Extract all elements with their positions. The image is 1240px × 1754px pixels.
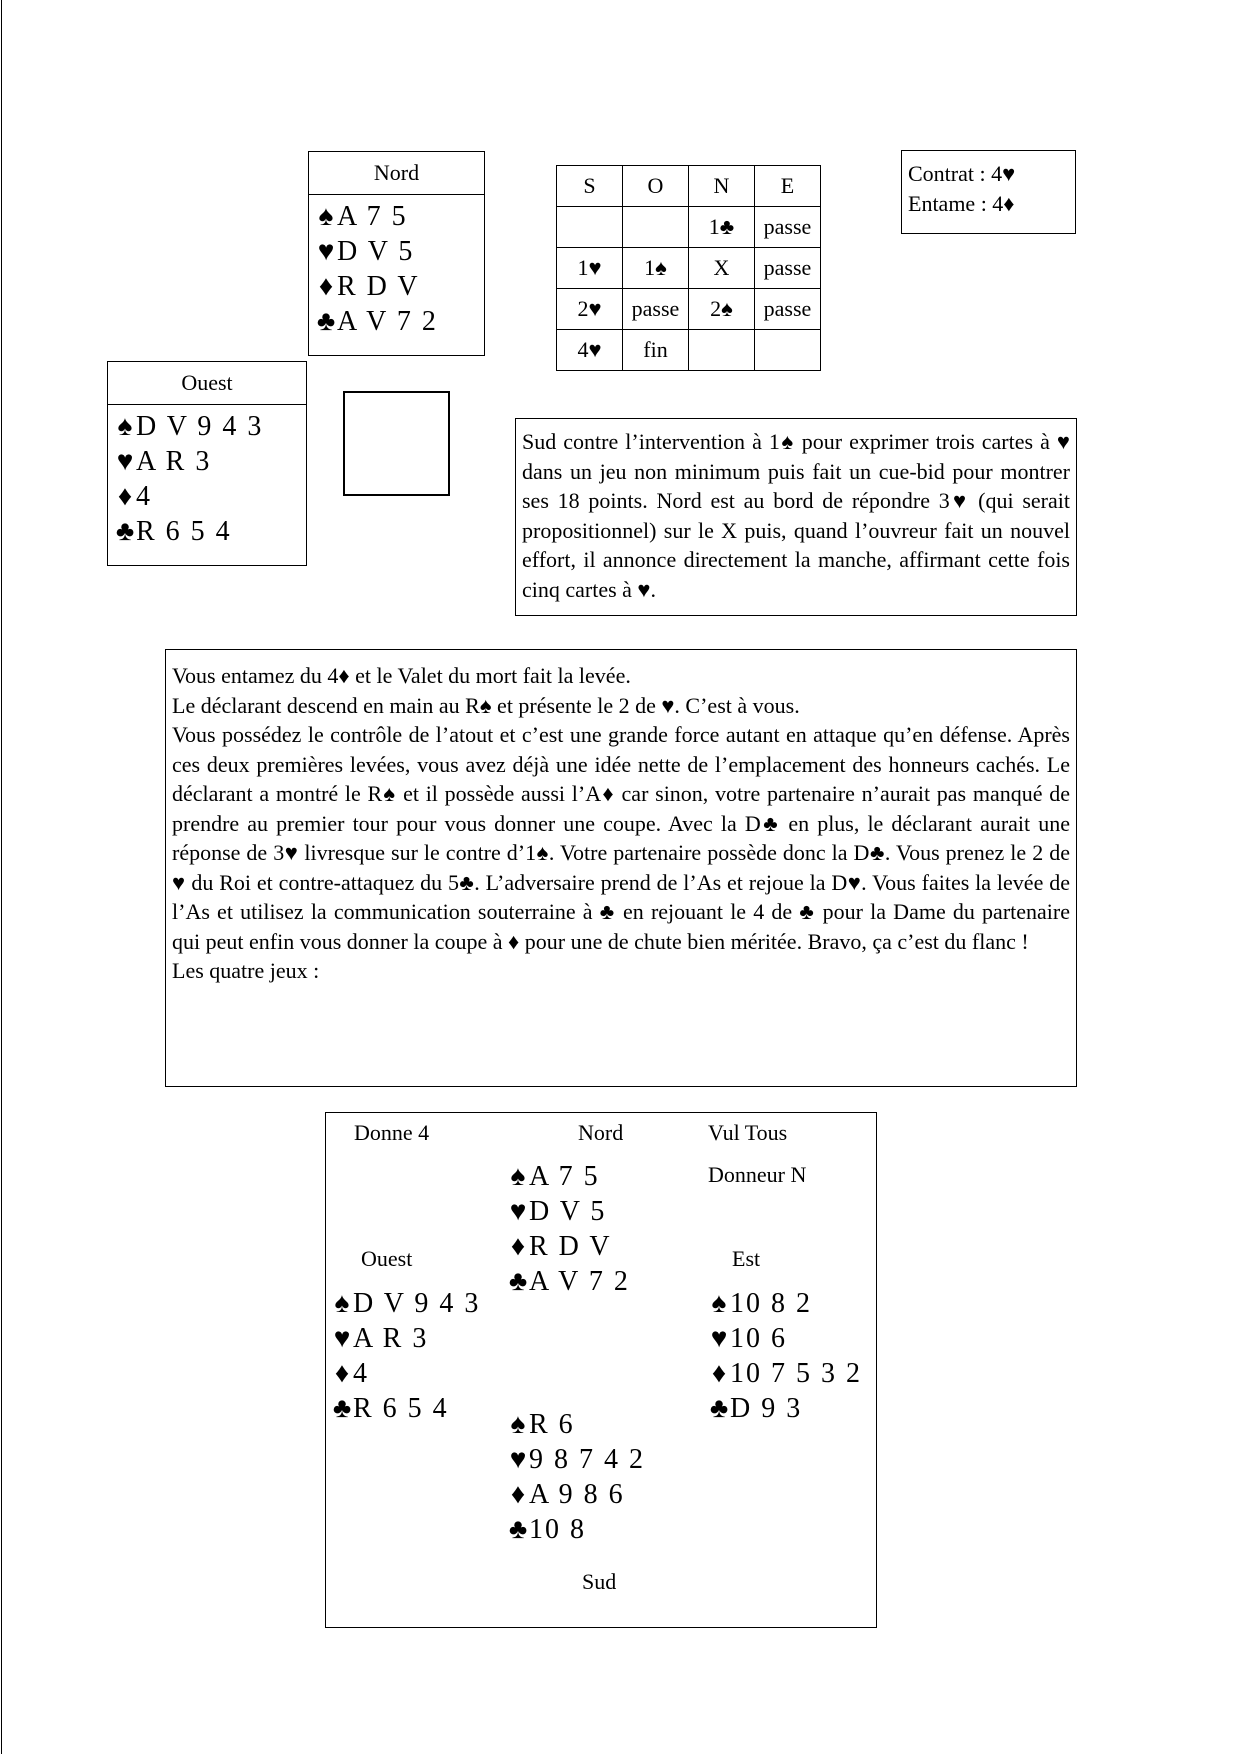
page-border-line <box>1 0 2 1754</box>
bidding-header-cell: S <box>557 166 623 207</box>
bid-cell: 4♥ <box>557 330 623 371</box>
west-clubs-line <box>331 1391 480 1426</box>
deal-diagram-box <box>325 1112 877 1628</box>
heart-icon: ♥ <box>509 1196 527 1227</box>
spade-icon: ♠ <box>711 1288 727 1319</box>
west-spades-cards: D V 9 4 3 <box>136 411 264 442</box>
south-hearts-cards: 9 8 7 4 2 <box>529 1444 645 1475</box>
spade-icon: ♠ <box>117 411 133 442</box>
deal-south-hand <box>507 1407 645 1547</box>
north-diamonds-line <box>507 1229 630 1264</box>
south-clubs-line <box>507 1512 645 1547</box>
south-diamonds-line <box>507 1477 645 1512</box>
spade-icon: ♠ <box>510 1161 526 1192</box>
west-diamonds-line <box>331 1356 480 1391</box>
north-hearts-cards: D V 5 <box>337 236 415 267</box>
north-clubs-cards: A V 7 2 <box>529 1266 630 1297</box>
deal-number: Donne 4 <box>354 1120 430 1145</box>
south-diamonds-cards: A 9 8 6 <box>529 1479 625 1510</box>
diamond-icon: ♦ <box>334 1358 350 1389</box>
club-icon: ♣ <box>316 306 336 337</box>
bid-cell <box>689 330 755 371</box>
south-label: Sud <box>582 1569 617 1594</box>
analysis-paragraph-1: Vous entamez du 4♦ et le Valet du mort fait la levée. <box>172 663 631 688</box>
west-clubs-cards: R 6 5 4 <box>353 1393 449 1424</box>
deal-north-hand <box>507 1159 630 1299</box>
contract-box <box>901 150 1076 234</box>
analysis-paragraph-4: Les quatre jeux : <box>172 958 320 983</box>
deal-west-hand <box>331 1286 480 1426</box>
west-spades-line <box>331 1286 480 1321</box>
bid-cell <box>623 207 689 248</box>
south-spades-line <box>507 1407 645 1442</box>
analysis-paragraph-2: Le déclarant descend en main au R♠ et présente le 2 de ♥. C’est à vous. <box>172 692 800 718</box>
north-hearts-line <box>507 1194 630 1229</box>
table-square <box>343 391 450 496</box>
bidding-row <box>557 289 821 330</box>
east-clubs-cards: D 9 3 <box>730 1393 803 1424</box>
south-hearts-line <box>507 1442 645 1477</box>
analysis-box <box>165 649 1077 1087</box>
heart-icon: ♥ <box>333 1323 351 1354</box>
north-clubs-cards: A V 7 2 <box>337 306 438 337</box>
west-label: Ouest <box>361 1246 413 1271</box>
north-spades-line <box>315 199 484 234</box>
club-icon: ♣ <box>508 1514 528 1545</box>
contract-line: Contrat : 4♥ <box>908 161 1016 186</box>
bidding-header-cell: N <box>689 166 755 207</box>
south-spades-cards: R 6 <box>529 1409 575 1440</box>
west-hand-title: Ouest <box>108 362 306 405</box>
bid-cell: 1♣ <box>689 207 755 248</box>
west-diamonds-cards: 4 <box>136 481 152 512</box>
north-hearts-line <box>315 234 484 269</box>
diamond-icon: ♦ <box>711 1358 727 1389</box>
north-diamonds-line <box>315 269 484 304</box>
bidding-commentary-text: Sud contre l’intervention à 1♠ pour exprimer trois cartes à ♥ dans un jeu non minimum puis fait un cue-bid pour montrer ses 18 points. Nord est au bord de répondre 3♥ (qui serait propositionnel) sur le X puis, quand l’ouvreur fait un nouvel effort, il annonce directement la manche, affirmant cette fois cinq cartes à ♥. <box>522 429 1070 602</box>
deal-east-hand <box>708 1286 862 1426</box>
north-diamonds-cards: R D V <box>529 1231 612 1262</box>
north-hearts-cards: D V 5 <box>529 1196 607 1227</box>
heart-icon: ♥ <box>710 1323 728 1354</box>
west-spades-line <box>114 409 306 444</box>
bidding-header-cell: O <box>623 166 689 207</box>
bid-cell: fin <box>623 330 689 371</box>
heart-icon: ♥ <box>116 446 134 477</box>
analysis-paragraph-3: Vous possédez le contrôle de l’atout et c’est une grande force autant en attaque qu’en défense. Après ces deux premières levées, vous avez déjà une idée nette de l’emplacement des honneurs cachés. Le déclarant a montré le R♠ et il possède aussi l’A♦ car sinon, votre partenaire n’aurait pas manqué de prendre au premier tour pour vous donner une coupe. Avec la D♣ en plus, le déclarant aurait une réponse de 3♥ livresque sur le contre d’1♠. Votre partenaire possède donc la D♣. Vous prenez le 2 de ♥ du Roi et contre-attaquez du 5♣. L’adversaire prend de l’As et rejoue la D♥. Vous faites la levée de l’As et utilisez la communication souterraine à ♣ en rejouant le 4 de ♣ pour la Dame du partenaire qui peut enfin vous donner la coupe à ♦ pour une de chute bien méritée. Bravo, ça c’est du flanc ! <box>172 722 1070 954</box>
spade-icon: ♠ <box>318 201 334 232</box>
diamond-icon: ♦ <box>510 1231 526 1262</box>
vulnerability: Vul Tous <box>708 1120 788 1145</box>
west-clubs-cards: R 6 5 4 <box>136 516 232 547</box>
heart-icon: ♥ <box>509 1444 527 1475</box>
bidding-row <box>557 248 821 289</box>
opening-lead-line: Entame : 4♦ <box>908 190 1015 216</box>
spade-icon: ♠ <box>510 1409 526 1440</box>
bid-cell: 1♠ <box>623 248 689 289</box>
spade-icon: ♠ <box>334 1288 350 1319</box>
north-hand-box <box>308 151 485 356</box>
bid-cell: X <box>689 248 755 289</box>
east-hearts-line <box>708 1321 862 1356</box>
west-spades-cards: D V 9 4 3 <box>353 1288 481 1319</box>
bid-cell: passe <box>755 289 821 330</box>
west-diamonds-line <box>114 479 306 514</box>
bid-cell: 2♥ <box>557 289 623 330</box>
bid-cell <box>755 330 821 371</box>
diamond-icon: ♦ <box>510 1479 526 1510</box>
east-spades-cards: 10 8 2 <box>730 1288 812 1319</box>
bidding-table <box>556 165 821 371</box>
north-spades-cards: A 7 5 <box>529 1161 600 1192</box>
diamond-icon: ♦ <box>318 271 334 302</box>
west-hearts-cards: A R 3 <box>136 446 212 477</box>
bidding-header-cell: E <box>755 166 821 207</box>
club-icon: ♣ <box>332 1393 352 1424</box>
bid-cell: passe <box>755 207 821 248</box>
north-clubs-line <box>507 1264 630 1299</box>
east-diamonds-line <box>708 1356 862 1391</box>
bidding-header-row <box>557 166 821 207</box>
west-hearts-cards: A R 3 <box>353 1323 429 1354</box>
diamond-icon: ♦ <box>117 481 133 512</box>
bid-cell: 2♠ <box>689 289 755 330</box>
bidding-row <box>557 207 821 248</box>
west-diamonds-cards: 4 <box>353 1358 369 1389</box>
east-label: Est <box>732 1246 761 1271</box>
bid-cell: 1♥ <box>557 248 623 289</box>
bidding-commentary-box <box>515 418 1077 616</box>
north-spades-line <box>507 1159 630 1194</box>
west-clubs-line <box>114 514 306 549</box>
east-diamonds-cards: 10 7 5 3 2 <box>730 1358 862 1389</box>
east-hearts-cards: 10 6 <box>730 1323 787 1354</box>
club-icon: ♣ <box>508 1266 528 1297</box>
bid-cell: passe <box>623 289 689 330</box>
west-hearts-line <box>114 444 306 479</box>
north-diamonds-cards: R D V <box>337 271 420 302</box>
club-icon: ♣ <box>115 516 135 547</box>
bidding-row <box>557 330 821 371</box>
south-clubs-cards: 10 8 <box>529 1514 586 1545</box>
north-spades-cards: A 7 5 <box>337 201 408 232</box>
north-hand-title: Nord <box>309 152 484 195</box>
north-label: Nord <box>578 1120 624 1145</box>
north-clubs-line <box>315 304 484 339</box>
club-icon: ♣ <box>709 1393 729 1424</box>
dealer: Donneur N <box>708 1162 807 1187</box>
heart-icon: ♥ <box>317 236 335 267</box>
east-clubs-line <box>708 1391 862 1426</box>
bid-cell: passe <box>755 248 821 289</box>
west-hearts-line <box>331 1321 480 1356</box>
west-hand-box <box>107 361 307 566</box>
bid-cell <box>557 207 623 248</box>
east-spades-line <box>708 1286 862 1321</box>
